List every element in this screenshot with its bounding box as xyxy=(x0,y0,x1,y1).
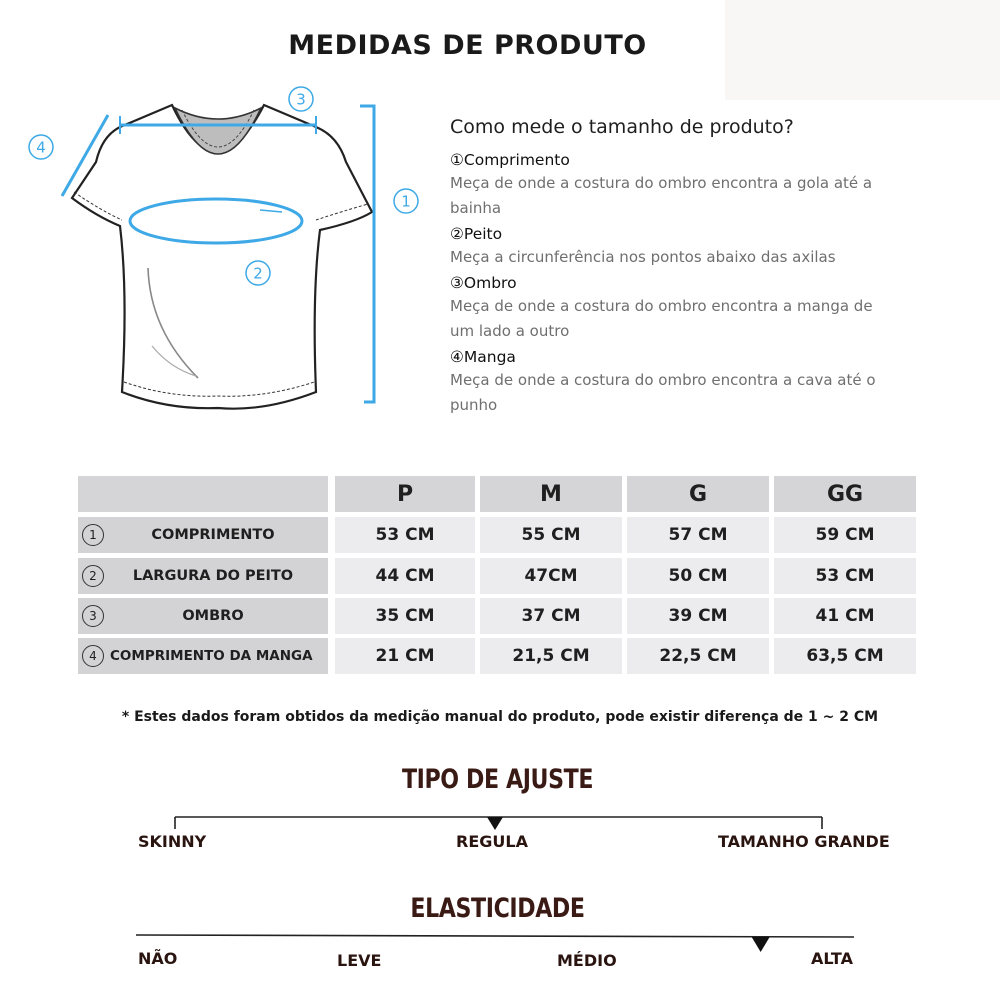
table-cell: 63,5 CM xyxy=(774,638,916,674)
table-cell: 21 CM xyxy=(335,638,475,674)
guide-item-title: ①Comprimento xyxy=(450,151,570,169)
table-cell: 41 CM xyxy=(774,598,916,634)
guide-item-length xyxy=(450,149,920,221)
table-header-blank xyxy=(78,476,328,512)
table-cell: 57 CM xyxy=(627,517,769,553)
badge-3: 3 xyxy=(296,90,306,109)
fit-label-large: TAMANHO GRANDE xyxy=(718,832,890,851)
row-number: 2 xyxy=(82,565,104,587)
table-cell: 50 CM xyxy=(627,558,769,594)
elasticity-label-medium: MÉDIO xyxy=(557,951,617,970)
fit-label-skinny: SKINNY xyxy=(138,832,207,851)
fit-selected-marker xyxy=(487,817,503,830)
measurement-footnote: * Estes dados foram obtidos da medição manual do produto, pode existir diferença de 1 ~ 2 CM xyxy=(121,709,879,725)
guide-item-chest xyxy=(450,223,920,270)
row-label-text: COMPRIMENTO DA MANGA xyxy=(110,648,313,664)
row-label-text: LARGURA DO PEITO xyxy=(132,568,294,584)
elasticity-scale-title: ELASTICIDADE xyxy=(410,893,585,924)
row-number: 3 xyxy=(82,605,104,627)
table-row xyxy=(78,598,918,634)
table-cell: 53 CM xyxy=(774,558,916,594)
guide-item-description: Meça de onde a costura do ombro encontra a gola até a bainha xyxy=(450,174,873,217)
guide-heading: Como mede o tamanho de produto? xyxy=(450,116,794,138)
row-label-shoulder xyxy=(78,598,328,634)
table-cell: 55 CM xyxy=(480,517,622,553)
table-header-p: P xyxy=(335,476,475,512)
row-label-text: COMPRIMENTO xyxy=(151,527,275,543)
table-cell: 39 CM xyxy=(627,598,769,634)
table-row xyxy=(78,638,918,674)
elasticity-label-light: LEVE xyxy=(337,951,382,970)
row-label-text: OMBRO xyxy=(182,608,244,624)
badge-1: 1 xyxy=(401,192,411,211)
length-measure-bracket xyxy=(360,106,374,402)
table-cell: 22,5 CM xyxy=(627,638,769,674)
guide-item-title: ②Peito xyxy=(450,225,503,243)
table-cell: 47CM xyxy=(480,558,622,594)
table-cell: 44 CM xyxy=(335,558,475,594)
elasticity-scale-line xyxy=(136,935,854,937)
table-cell: 53 CM xyxy=(335,517,475,553)
guide-item-title: ④Manga xyxy=(450,348,516,366)
guide-item-description: Meça de onde a costura do ombro encontra a manga de um lado a outro xyxy=(450,297,873,340)
table-cell: 37 CM xyxy=(480,598,622,634)
guide-item-sleeve xyxy=(450,346,920,418)
table-header-m: M xyxy=(480,476,622,512)
measuring-guide xyxy=(450,116,920,420)
table-cell: 59 CM xyxy=(774,517,916,553)
elasticity-label-none: NÃO xyxy=(138,949,178,968)
guide-item-description: Meça a circunferência nos pontos abaixo das axilas xyxy=(450,248,836,266)
row-label-chest xyxy=(78,558,328,594)
table-header-row xyxy=(78,476,918,512)
table-row xyxy=(78,517,918,553)
table-cell: 35 CM xyxy=(335,598,475,634)
row-label-length xyxy=(78,517,328,553)
guide-item-description: Meça de onde a costura do ombro encontra a cava até o punho xyxy=(450,371,876,414)
guide-item-title: ③Ombro xyxy=(450,274,517,292)
elasticity-label-high: ALTA xyxy=(811,949,853,968)
row-label-sleeve xyxy=(78,638,328,674)
guide-item-shoulder xyxy=(450,272,920,344)
row-number: 1 xyxy=(82,524,104,546)
table-header-g: G xyxy=(627,476,769,512)
fit-label-regular: REGULA xyxy=(456,832,528,851)
row-number: 4 xyxy=(82,645,104,667)
table-cell: 21,5 CM xyxy=(480,638,622,674)
page-title: MEDIDAS DE PRODUTO xyxy=(288,30,647,61)
badge-2: 2 xyxy=(253,264,263,283)
tshirt-diagram xyxy=(20,80,440,440)
badge-4: 4 xyxy=(36,138,46,157)
elasticity-selected-marker xyxy=(752,937,770,952)
tshirt-illustration xyxy=(20,80,440,440)
table-row xyxy=(78,558,918,594)
fit-scale-title: TIPO DE AJUSTE xyxy=(401,764,594,795)
table-header-gg: GG xyxy=(774,476,916,512)
